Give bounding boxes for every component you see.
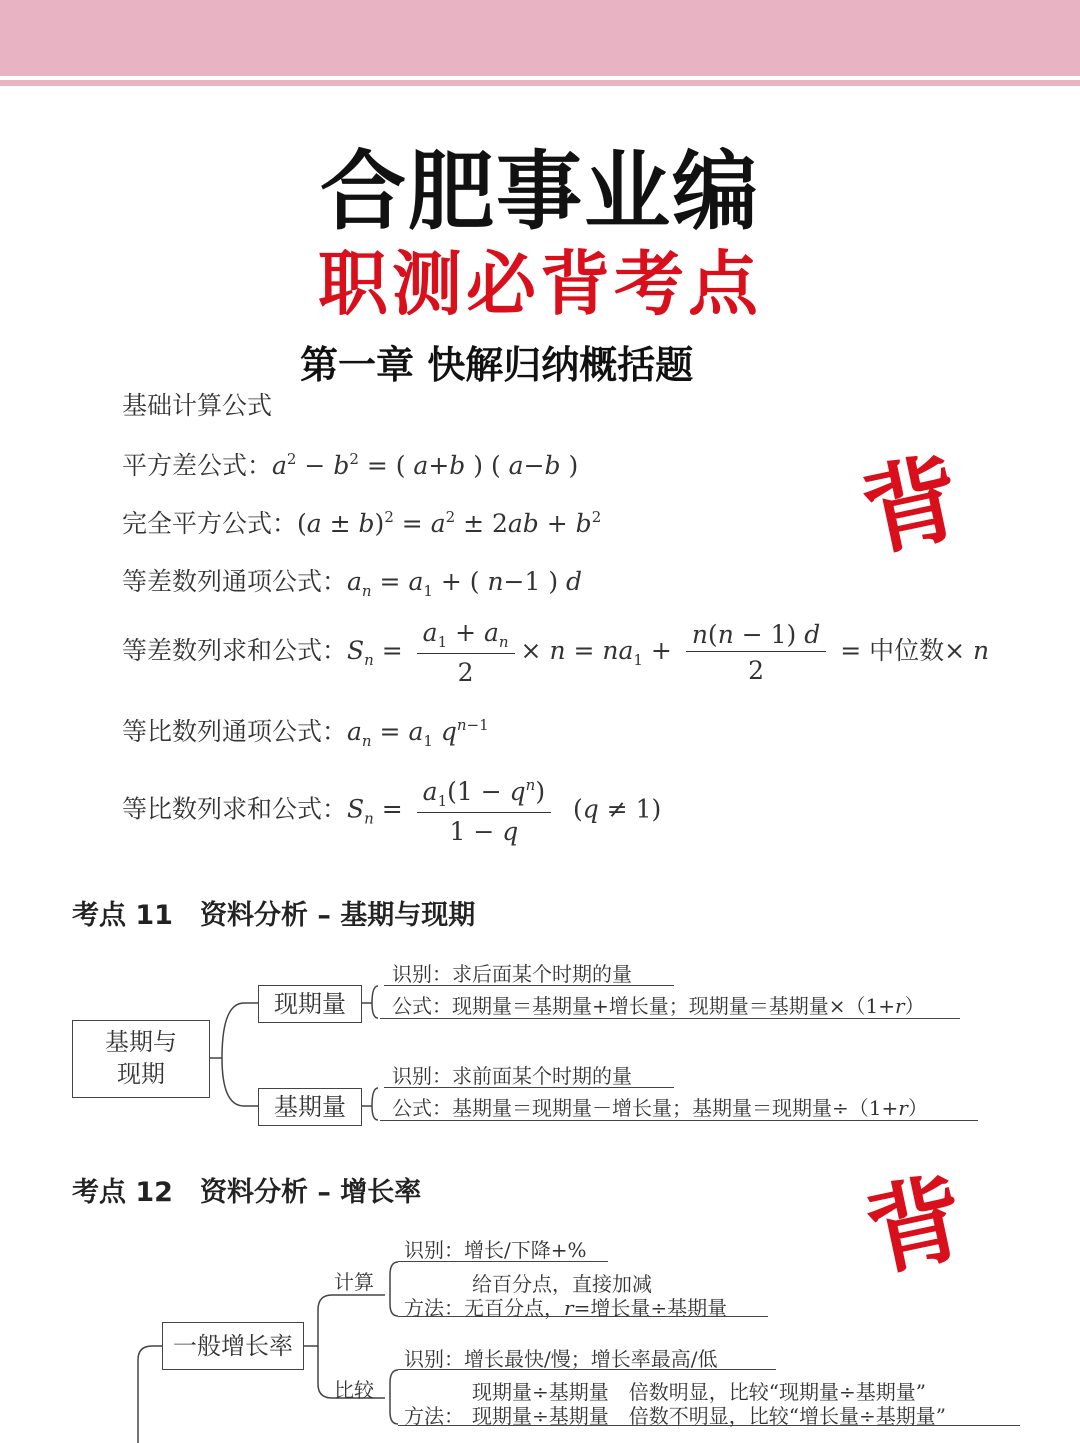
current-identify-text: 识别：求后面某个时期的量 [392, 962, 632, 986]
formula-arithmetic-term: 等差数列通项公式：$a_n = a_1$ + ( n−1 ) d [122, 567, 583, 600]
point-11-title: 考点 11 资料分析 – 基期与现期 [72, 900, 476, 931]
base-identify-text: 识别：求前面某个时期的量 [392, 1064, 632, 1088]
formula-geometric-term: 等比数列通项公式：$a_n = a_1$ $q^{n-1}$ [122, 716, 489, 750]
memorize-stamp-icon: 背 [856, 1161, 975, 1291]
compare-method-line1: 现期量÷基期量 倍数明显，比较“现期量÷基期量” [472, 1380, 926, 1404]
formula-label: 完全平方公式： [122, 509, 298, 538]
connector-parent-12 [138, 1346, 162, 1443]
formula-part: ） [904, 994, 925, 1018]
page-title: 合肥事业编 [320, 142, 760, 242]
formula-label: 等比数列求和公式： [122, 794, 348, 824]
underline [398, 1316, 768, 1317]
formula-label: 等差数列求和公式： [122, 636, 348, 665]
formula-geometric-sum: 等比数列求和公式：$S_n$ = $\frac{a_1(1 - q^n)}{1 - q}$ (q ≠ 1) [122, 776, 662, 846]
method-prefix: 方法： [404, 1296, 464, 1320]
fraction: $\frac{a_1 + a_n}{2}$ [417, 618, 515, 687]
method-part: =增长量÷基期量 [573, 1296, 728, 1320]
underline [398, 1261, 608, 1262]
formula-label: 平方差公式： [122, 451, 273, 480]
underline [384, 985, 674, 986]
formula-part: ） [907, 1096, 928, 1120]
fraction: $\frac{n(n - 1) d}{2}$ [686, 620, 826, 685]
connector-calc [390, 1262, 398, 1316]
formula-difference-of-squares: 平方差公式：$a^2 - b^2$ = ( a+b ) ( a−b ) [122, 450, 579, 480]
connector-root-11 [210, 1003, 258, 1106]
node-base-quantity: 基期量 [258, 1088, 362, 1126]
method-part: 无百分点， [464, 1296, 564, 1320]
node-current-quantity: 现期量 [258, 985, 362, 1023]
underline [398, 1369, 776, 1370]
page-subtitle: 职测必背考点 [318, 243, 762, 325]
formula-perfect-square: 完全平方公式：$(a \pm b)^2 = a^2 \pm 2ab + b^2$ [122, 508, 602, 538]
base-formula-text: 公式：基期量＝现期量－增长量；基期量＝现期量÷（1+r） [392, 1096, 928, 1120]
node-compare-label: 比较 [334, 1378, 374, 1402]
chapter-heading: 第一章 快解归纳概括题 [300, 343, 694, 387]
underline [380, 1018, 960, 1019]
formula-section-title: 基础计算公式 [122, 391, 273, 420]
underline [380, 1120, 978, 1121]
formula-tail: = 中位数 [840, 636, 945, 665]
underline [398, 1425, 1020, 1426]
node-base-current-root: 基期与 现期 [72, 1020, 210, 1098]
formula-label: 等比数列通项公式： [122, 717, 348, 746]
connector-base [362, 1088, 378, 1120]
compare-identify-text: 识别：增长最快/慢；增长率最高/低 [404, 1347, 718, 1371]
compare-method-prefix: 方法： [404, 1404, 464, 1428]
calc-method-line1: 给百分点，直接加减 [472, 1272, 652, 1296]
connector-compare [390, 1370, 398, 1424]
formula-arithmetic-sum: 等差数列求和公式：$S_n$ = $\frac{a_1 + a_n}{2}$ × $n = na_1$ + $\frac{n(n - 1) d}{2}$ = 中位数× n [122, 618, 990, 687]
compare-method-line2: 现期量÷基期量 倍数不明显，比较“增长量÷基期量” [472, 1404, 946, 1428]
underline [384, 1087, 674, 1088]
node-calc-label: 计算 [334, 1270, 374, 1294]
fraction: $\frac{a_1(1 - q^n)}{1 - q}$ [417, 776, 551, 846]
node-general-growth-rate: 一般增长率 [162, 1322, 304, 1370]
current-formula-text: 公式：现期量＝基期量+增长量；现期量＝基期量×（1+r） [392, 994, 925, 1018]
formula-label: 等差数列通项公式： [122, 567, 348, 596]
calc-method-line2: 方法：无百分点，r=增长量÷基期量 [404, 1296, 728, 1320]
memorize-stamp-icon: 背 [852, 441, 971, 571]
formula-part: 公式：现期量＝基期量+增长量；现期量＝基期量×（1+ [392, 994, 895, 1018]
point-12-title: 考点 12 资料分析 – 增长率 [72, 1177, 422, 1208]
calc-identify-text: 识别：增长/下降+% [404, 1238, 587, 1262]
formula-part: 公式：基期量＝现期量－增长量；基期量＝现期量÷（1+ [392, 1096, 899, 1120]
connector-current [362, 986, 378, 1018]
